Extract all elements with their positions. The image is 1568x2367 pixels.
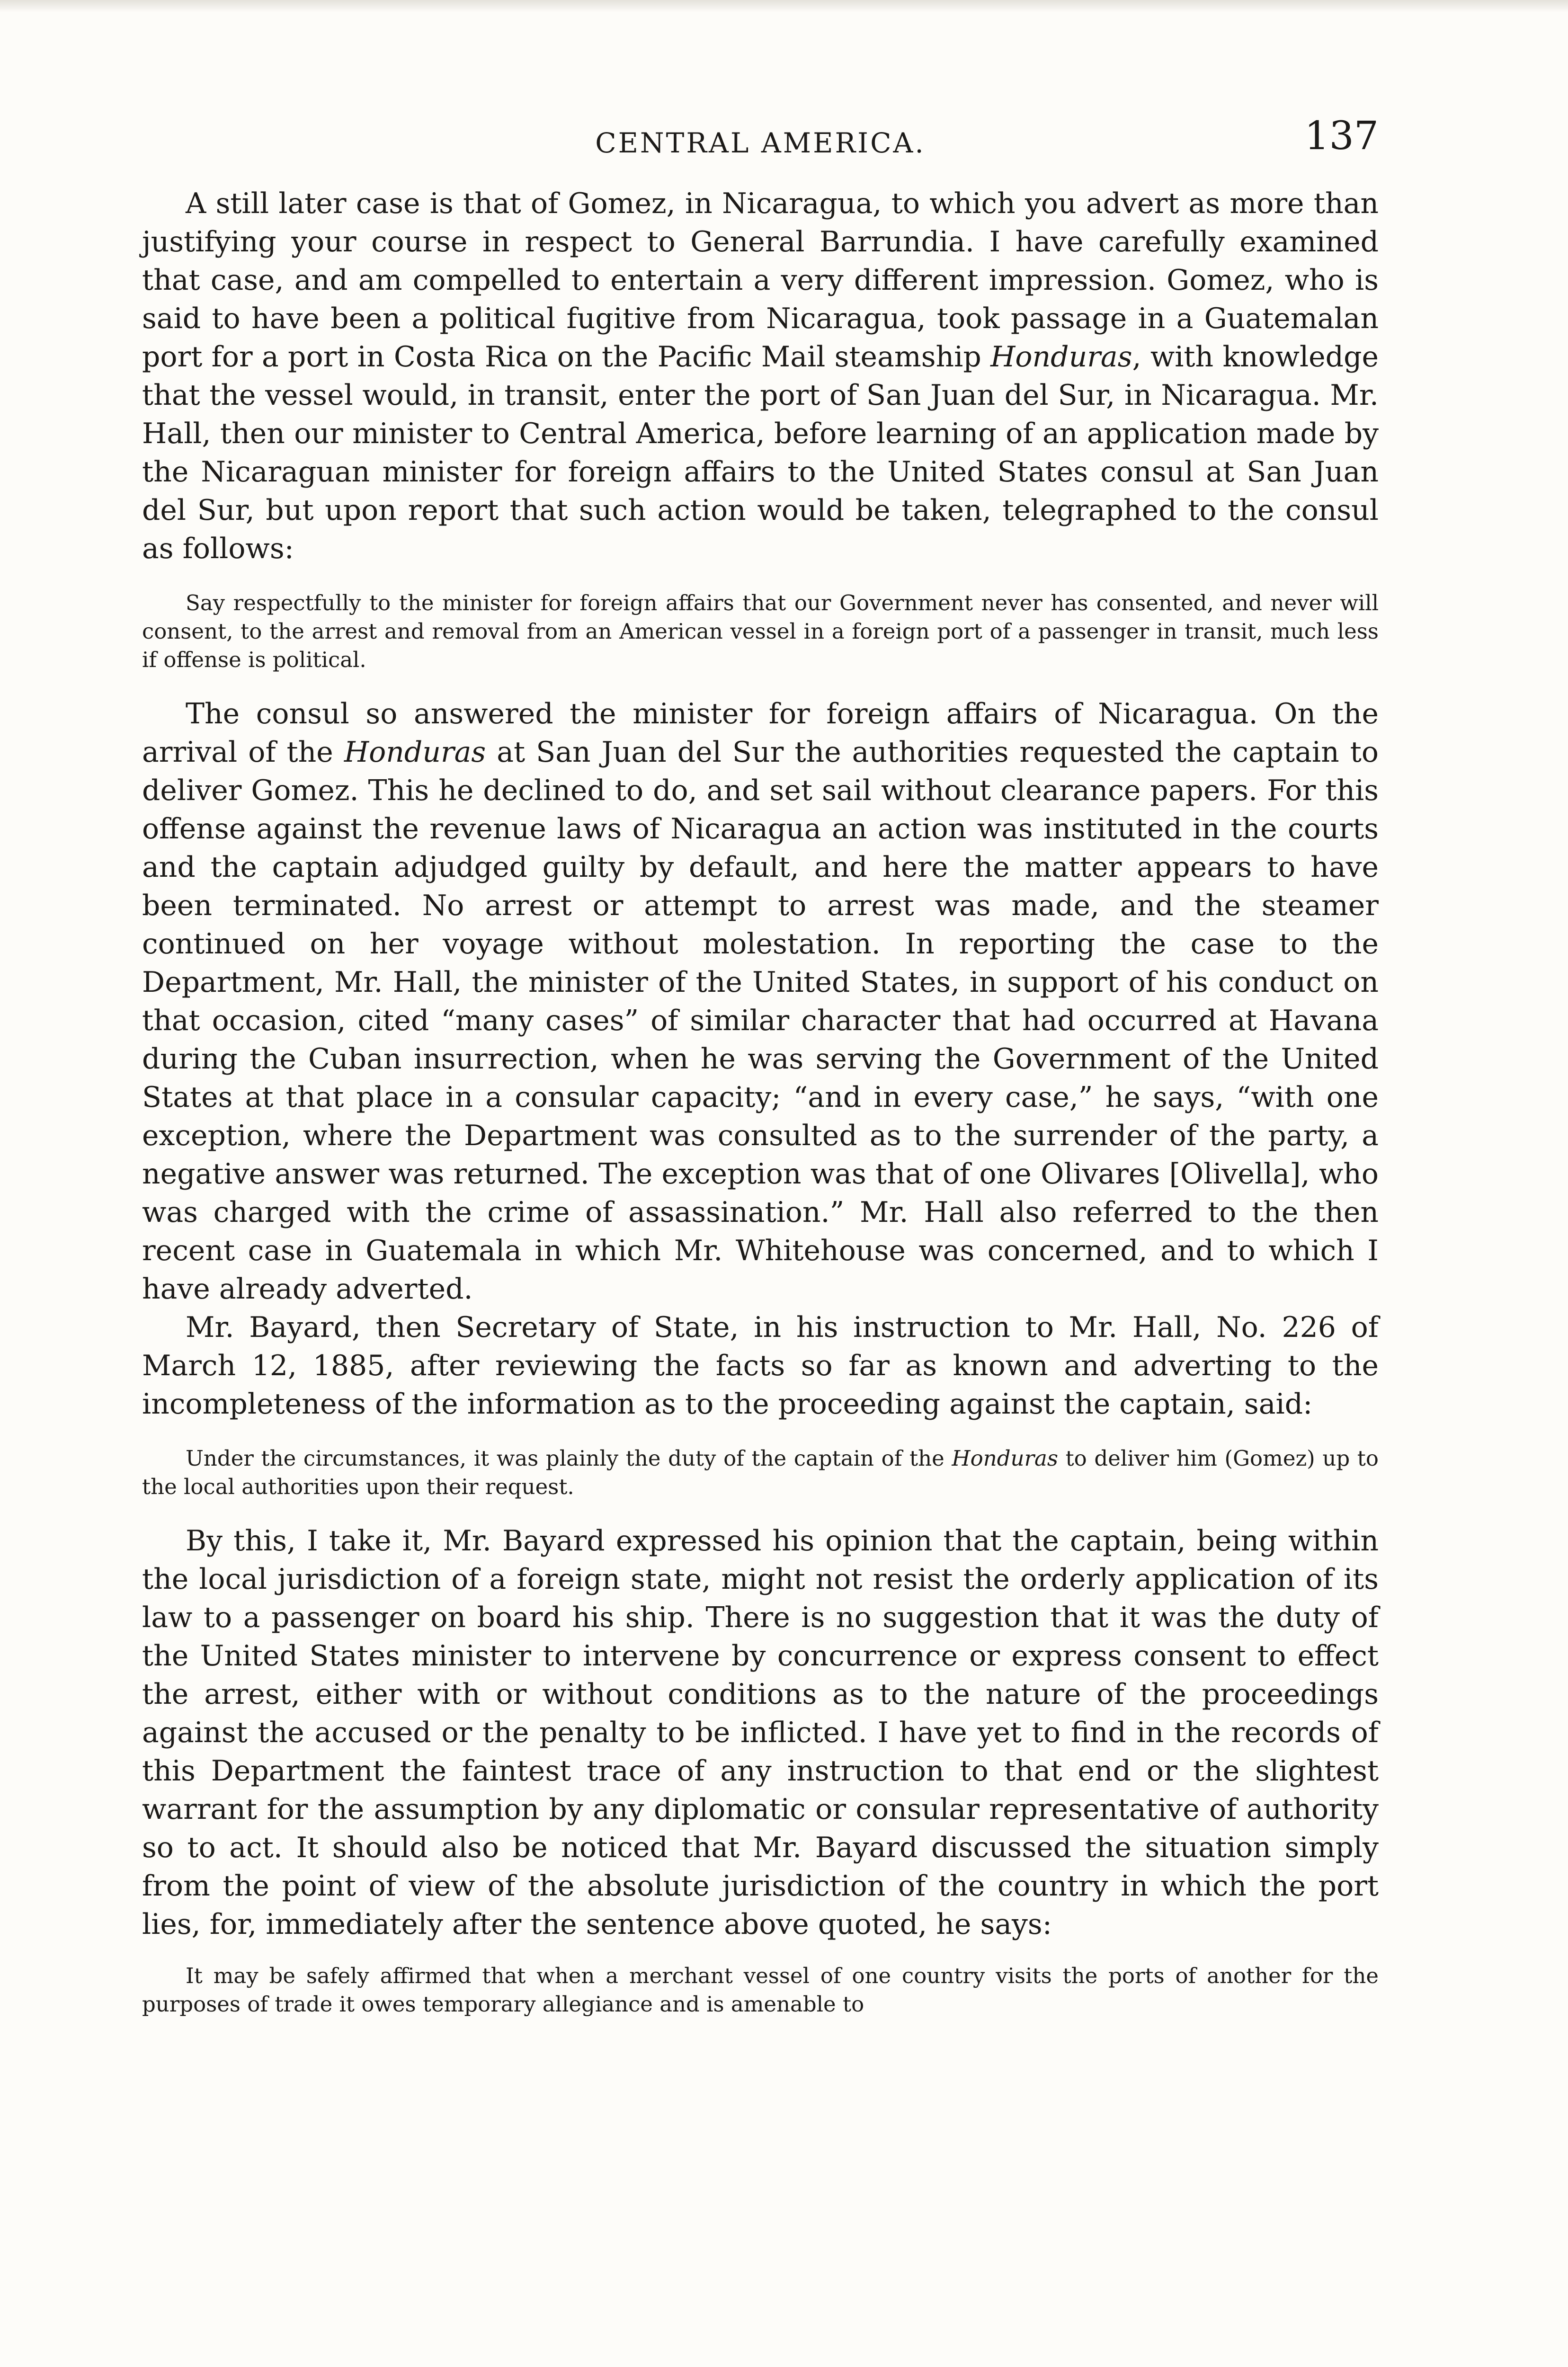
ship-name: Honduras <box>990 340 1132 374</box>
paragraph-consul-answer <box>142 695 1379 1308</box>
ship-name: Honduras <box>344 736 486 769</box>
block-quote-bayard <box>142 1444 1379 1501</box>
page-number: 137 <box>1304 114 1379 159</box>
paragraph-text: The consul so answered the minister for foreign affairs of Nicaragua. On the arrival of the <box>142 697 1379 769</box>
quote-text: Under the circumstances, it was plainly the duty of the captain of the <box>186 1446 952 1471</box>
page-content <box>142 114 1379 2019</box>
block-quote-merchant-vessel: It may be safely affirmed that when a merchant vessel of one country visits the ports of another for the purposes of trade it owes temporary allegiance and is amenable to <box>142 1963 1379 2017</box>
paragraph-text: at San Juan del Sur the authorities requested the captain to deliver Gomez. This he declined to do, and set sail without clearance papers. For this offense against the revenue laws of Nicaragua an action was instituted in the courts and the captain adjudged guilty by default, and here the matter appears to have been terminated. No arrest or attempt to arrest was made, and the steamer continued on her voyage without molestation. In reporting the case to the Department, Mr. Hall, the minister of the United States, in support of his conduct on that occasion, cited “many cases” of similar character that had occurred at Havana during the Cuban insurrection, when he was serving the Government of the United States at that place in a consular capacity; “and in every case,” he says, “with one exception, where the Department was consulted as to the surrender of the party, a negative answer was returned. The exception was that of one Olivares [Olivella], who was charged with the crime of assassination.” Mr. Hall also referred to the then recent case in Guatemala in which Mr. Whitehouse was concerned, and to which I have already adverted. <box>142 736 1379 1306</box>
paragraph-text: , with knowledge that the vessel would, in transit, enter the port of San Juan del Sur, in Nicaragua. Mr. Hall, then our minister to Central America, before learning of an application made by the Nicaraguan minister for foreign affairs to the United States consul at San Juan del Sur, but upon report that such action would be taken, telegraphed to the consul as follows: <box>142 340 1379 565</box>
paragraph-text: A still later case is that of Gomez, in Nicaragua, to which you advert as more than justifying your course in respect to General Barrundia. I have carefully examined that case, and am compelled to entertain a very different impression. Gomez, who is said to have been a political fugitive from Nicaragua, took passage in a Guatemalan port for a port in Costa Rica on the Pacific Mail steamship <box>142 187 1379 374</box>
paragraph-gomez-case <box>142 185 1379 568</box>
paragraph-bayard-opinion: By this, I take it, Mr. Bayard expressed his opinion that the captain, being within the local jurisdiction of a foreign state, might not resist the orderly application of its law to a passenger on board his ship. There is no suggestion that it was the duty of the United States minister to intervene by concurrence or express consent to effect the arrest, either with or without conditions as to the nature of the proceedings against the accused or the penalty to be inflicted. I have yet to find in the records of this Department the faintest trace of any instruction to that end or the slightest warrant for the assumption by any diplomatic or consular representative of authority so to act. It should also be noticed that Mr. Bayard discussed the situation simply from the point of view of the absolute jurisdiction of the country in which the port lies, for, immediately after the sentence above quoted, he says: <box>142 1524 1379 1941</box>
running-head <box>142 114 1379 166</box>
page-top-edge <box>0 0 1568 12</box>
block-quote-telegram: Say respectfully to the minister for foreign affairs that our Government never has consented, and never will consent, to the arrest and removal from an American vessel in a foreign port of a passenger in transit, much less if offense is political. <box>142 590 1379 672</box>
ship-name: Honduras <box>952 1446 1058 1471</box>
quote-text: to deliver him (Gomez) up to the local authorities upon their request. <box>142 1446 1379 1499</box>
running-head-title: CENTRAL AMERICA. <box>595 127 926 159</box>
paragraph-bayard-instruction: Mr. Bayard, then Secretary of State, in his instruction to Mr. Hall, No. 226 of March 12, 1885, after reviewing the facts so far as known and adverting to the incompleteness of the information as to the proceeding against the captain, said: <box>142 1311 1379 1421</box>
